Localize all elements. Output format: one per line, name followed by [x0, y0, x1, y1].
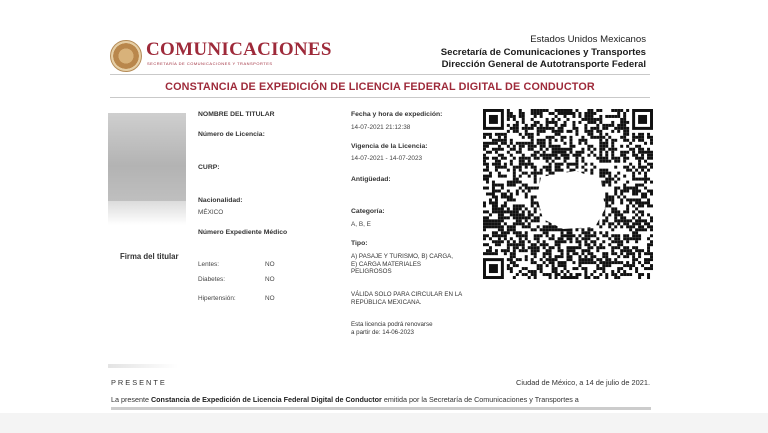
- body-paragraph: [111, 395, 656, 404]
- header-line-country: Estados Unidos Mexicanos: [530, 34, 646, 45]
- photo-fade: [108, 201, 186, 225]
- title-divider: [110, 97, 650, 98]
- lenses-label: Lentes:: [198, 261, 219, 268]
- body-paragraph-post: emitida por la Secretaría de Comunicaciones y Transportes a: [381, 395, 579, 404]
- type-line-1: A) PASAJE Y TURISMO, B) CARGA,: [351, 253, 454, 260]
- sct-seal-logo: [110, 40, 142, 72]
- hypertension-value: NO: [265, 295, 275, 302]
- logo-subtitle: SECRETARÍA DE COMUNICACIONES Y TRANSPORTES: [147, 61, 273, 66]
- validity-label: Vigencia de la Licencia:: [351, 143, 428, 150]
- page-bottom-band: [0, 413, 768, 433]
- curp-label: CURP:: [198, 164, 220, 171]
- license-number-label: Número de Licencia:: [198, 131, 265, 138]
- holder-name-label: NOMBRE DEL TITULAR: [198, 111, 275, 118]
- body-paragraph-pre: La presente: [111, 395, 151, 404]
- header-line-direccion: Dirección General de Autotransporte Federal: [441, 59, 646, 70]
- validity-scope-line-1: VÁLIDA SOLO PARA CIRCULAR EN LA: [351, 291, 463, 298]
- header-line-secretaria: Secretaría de Comunicaciones y Transportes: [440, 46, 646, 58]
- header-institution: [441, 34, 646, 72]
- document-title: CONSTANCIA DE EXPEDICIÓN DE LICENCIA FEDERAL DIGITAL DE CONDUCTOR: [165, 81, 595, 93]
- cropped-text-line: [111, 407, 656, 411]
- blurred-mark: [108, 364, 178, 368]
- hypertension-label: Hipertensión:: [198, 295, 236, 302]
- header-divider: [110, 74, 650, 75]
- qr-code: [483, 109, 653, 279]
- issue-date-label: Fecha y hora de expedición:: [351, 111, 443, 118]
- type-line-2: E) CARGA MATERIALES: [351, 260, 422, 268]
- renewal-line-1: Esta licencia podrá renovarse: [351, 321, 433, 328]
- renewal-note: [351, 321, 433, 336]
- diabetes-value: NO: [265, 276, 275, 283]
- logo-title: COMUNICACIONES: [146, 39, 332, 60]
- medical-record-label: Número Expediente Médico: [198, 229, 288, 236]
- type-label: Tipo:: [351, 240, 368, 247]
- validity-value: 14-07-2021 - 14-07-2023: [351, 155, 423, 162]
- validity-scope-line-2: REPÚBLICA MEXICANA.: [351, 298, 422, 306]
- lenses-value: NO: [265, 261, 275, 268]
- category-label: Categoría:: [351, 208, 385, 215]
- presente-label: PRESENTE: [111, 378, 167, 387]
- issue-date-value: 14-07-2021 21:12:38: [351, 124, 411, 131]
- type-line-3: PELIGROSOS: [351, 268, 392, 276]
- category-value: A, B, E: [351, 221, 371, 228]
- signature-label: Firma del titular: [120, 252, 179, 261]
- holder-photo: [108, 113, 186, 201]
- diabetes-label: Diabetes:: [198, 276, 225, 283]
- place-date: Ciudad de México, a 14 de julio de 2021.: [516, 378, 650, 387]
- type-value: [351, 253, 453, 276]
- seniority-label: Antigüedad:: [351, 176, 391, 183]
- nationality-value: MÉXICO: [198, 209, 224, 216]
- validity-scope: [351, 291, 462, 306]
- renewal-line-2: a partir de: 14-06-2023: [351, 328, 414, 336]
- body-paragraph-bold: Constancia de Expedición de Licencia Federal Digital de Conductor: [150, 395, 382, 404]
- nationality-label: Nacionalidad:: [198, 197, 243, 204]
